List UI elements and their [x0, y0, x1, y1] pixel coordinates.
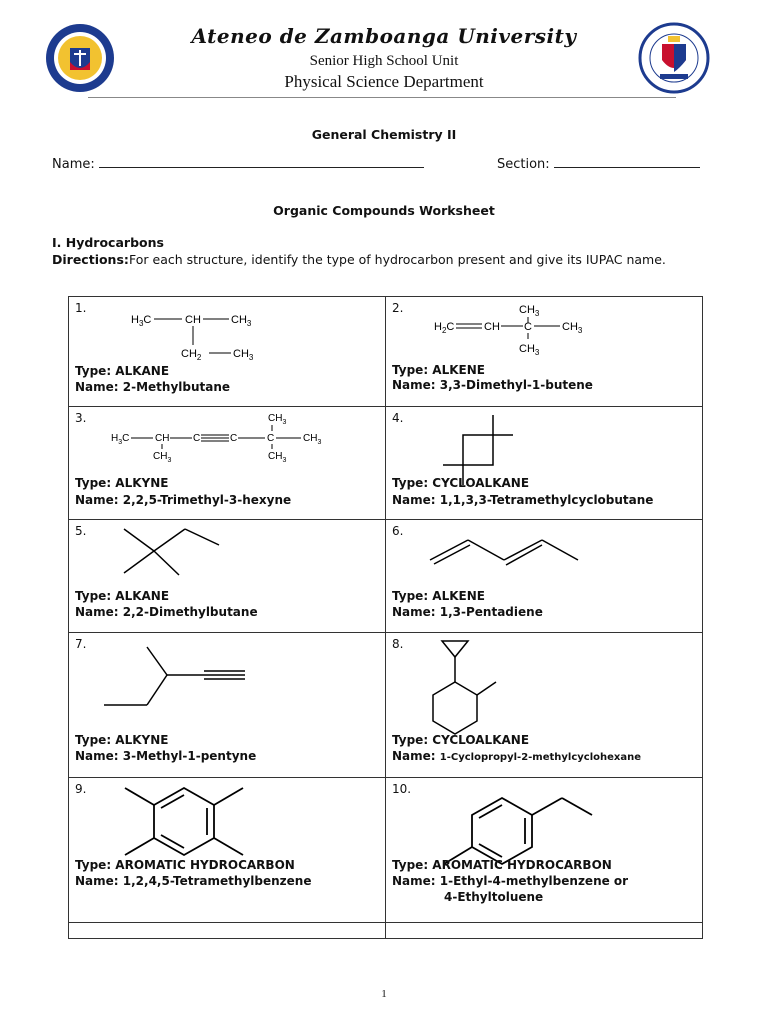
svg-text:CH: CH [155, 433, 170, 444]
item-name: Name: 3,3-Dimethyl-1-butene [392, 378, 593, 392]
item-cell-10 [386, 778, 703, 923]
item-name: Name: 1,1,3,3-Tetramethylcyclobutane [392, 493, 654, 507]
item-number: 6. [392, 524, 404, 538]
section-heading: I. Hydrocarbons [52, 235, 164, 250]
item-number: 10. [392, 782, 412, 796]
svg-text:H3C: $H_3C$ [131, 314, 152, 328]
item-number: 1. [75, 301, 87, 315]
item-name: Name: 2,2,5-Trimethyl-3-hexyne [75, 493, 292, 507]
directions-text: For each structure, identify the type of hydrocarbon present and give its IUPAC name. [129, 252, 666, 267]
item-name: Name: 2-Methylbutane [75, 380, 231, 394]
worksheet-title: Organic Compounds Worksheet [273, 203, 495, 218]
course-title: General Chemistry II [311, 127, 457, 142]
empty-cell [69, 923, 386, 939]
svg-text:H3C: $H_3C$ [111, 433, 130, 446]
item-type: Type: ALKANE [75, 364, 170, 378]
item-number: 9. [75, 782, 87, 796]
svg-text:C: C [193, 433, 201, 444]
svg-text:CH2: $CH_2$ [181, 348, 202, 362]
item-type: Type: ALKANE [75, 589, 170, 603]
item-name-value: 1-Cyclopropyl-2-methylcyclohexane [439, 752, 642, 763]
hydrocarbon-table [68, 296, 703, 939]
item-name: Name: 1-Ethyl-4-methylbenzene or [392, 874, 629, 888]
item-cell-3 [69, 407, 386, 520]
structure-1-2-4-5-tetramethylbenzene [69, 778, 386, 923]
university-name: Ateneo de Zamboanga University [191, 24, 577, 48]
svg-text:CH3: $CH_3$ [268, 413, 287, 426]
svg-text:CH3: $CH_3$ [268, 451, 287, 464]
section-field[interactable] [497, 155, 700, 172]
svg-text:C: C [267, 433, 275, 444]
item-type: Type: AROMATIC HYDROCARBON [392, 858, 612, 872]
header-divider [88, 97, 676, 98]
item-cell-4 [386, 407, 703, 520]
name-label: Name: [52, 157, 95, 172]
item-number: 4. [392, 411, 404, 425]
structure-4-ethyltoluene [386, 778, 703, 923]
page-number: 1 [381, 988, 387, 1000]
section-blank[interactable] [554, 155, 700, 168]
item-cell-8 [386, 633, 703, 778]
item-number: 5. [75, 524, 87, 538]
item-number: 8. [392, 637, 404, 651]
item-cell-5 [69, 520, 386, 633]
item-cell-7 [69, 633, 386, 778]
item-name [392, 749, 641, 763]
item-name-alt: 4-Ethyltoluene [444, 890, 544, 904]
svg-text:CH3: $CH_3$ [231, 314, 252, 328]
school-unit: Senior High School Unit [309, 53, 459, 69]
item-name: Name: 3-Methyl-1-pentyne [75, 749, 257, 763]
name-blank[interactable] [99, 155, 424, 168]
svg-text:CH3: $CH_3$ [153, 451, 172, 464]
item-type: Type: CYCLOALKANE [392, 733, 530, 747]
svg-text:C: C [230, 433, 238, 444]
item-name: Name: 1,2,4,5-Tetramethylbenzene [75, 874, 312, 888]
item-cell-1 [69, 297, 386, 407]
item-type: Type: ALKENE [392, 363, 485, 377]
empty-cell [386, 923, 703, 939]
svg-text:CH: CH [185, 314, 201, 326]
svg-text:CH3: $CH_3$ [519, 304, 540, 318]
svg-text:CH3: $CH_3$ [519, 343, 540, 357]
item-type: Type: CYCLOALKANE [392, 476, 530, 490]
svg-text:CH3: $CH_3$ [562, 321, 583, 335]
name-field[interactable] [52, 155, 424, 172]
item-type: Type: AROMATIC HYDROCARBON [75, 858, 295, 872]
item-number: 2. [392, 301, 404, 315]
svg-text:CH3: $CH_3$ [233, 348, 254, 362]
item-name: Name: 2,2-Dimethylbutane [75, 605, 258, 619]
item-cell-9 [69, 778, 386, 923]
item-cell-6 [386, 520, 703, 633]
directions-label: Directions: [52, 252, 129, 267]
svg-text:CH: CH [484, 321, 500, 333]
item-name: Name: 1,3-Pentadiene [392, 605, 543, 619]
item-type: Type: ALKYNE [75, 476, 169, 490]
svg-text:H2C: $H_2C$ [434, 321, 455, 335]
item-number: 7. [75, 637, 87, 651]
item-number: 3. [75, 411, 87, 425]
section-label: Section: [497, 157, 550, 172]
department-name: Physical Science Department [284, 72, 484, 91]
item-type: Type: ALKENE [392, 589, 485, 603]
svg-text:C: C [524, 321, 532, 333]
item-cell-2 [386, 297, 703, 407]
item-name-label: Name: [392, 749, 436, 763]
svg-text:CH3: $CH_3$ [303, 433, 322, 446]
item-type: Type: ALKYNE [75, 733, 169, 747]
